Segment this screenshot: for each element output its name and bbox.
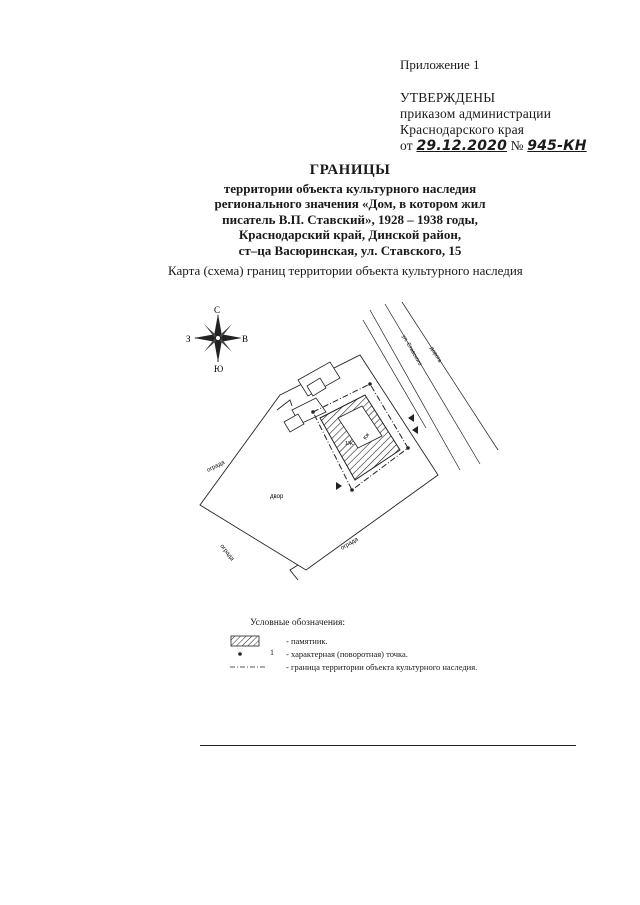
approval-date-line <box>400 138 587 154</box>
compass-north: С <box>214 305 221 315</box>
legend-title: Условные обозначения: <box>250 618 346 628</box>
compass-rose <box>194 314 242 362</box>
fence-label-bottom: ограда <box>339 536 360 552</box>
approval-title: УТВЕРЖДЕНЫ <box>400 90 496 105</box>
compass-south: Ю <box>214 364 224 374</box>
compass-west: З <box>186 334 191 344</box>
title-main: ГРАНИЦЫ <box>309 162 391 178</box>
legend <box>230 618 550 673</box>
approval-number-label: № <box>510 138 524 153</box>
title-line: ст–ца Васюринская, ул. Ставского, 15 <box>238 242 462 258</box>
title-line: регионального значения «Дом, в котором жил <box>214 196 486 211</box>
compass-east: В <box>242 334 249 344</box>
road-label: дорога <box>428 345 443 364</box>
footer-divider <box>200 745 576 746</box>
approval-line2: Краснодарского края <box>400 122 525 137</box>
legend-item-monument <box>230 634 550 647</box>
map-caption: Карта (схема) границ территории объекта культурного наследия <box>168 263 523 278</box>
approval-number: 945-КН <box>527 138 587 154</box>
fence-label-left: ограда <box>218 543 235 563</box>
boundary-map <box>180 300 510 620</box>
street-label: ул. Ставского <box>400 334 423 367</box>
title-line: Краснодарский край, Динской район, <box>238 227 462 242</box>
legend-item-boundary <box>230 660 550 673</box>
document-title <box>200 163 500 258</box>
legend-point-number: 1 <box>270 647 274 657</box>
legend-text-point: - характерная (поворотная) точка. <box>286 648 408 659</box>
approval-from-label: от <box>400 138 413 153</box>
legend-item-point <box>230 647 550 660</box>
legend-text-boundary: - граница территории объекта культурного наследия. <box>286 661 478 672</box>
yard-label: двор <box>270 494 284 500</box>
approval-block <box>400 90 587 154</box>
monument-label: 1Ж <box>345 441 354 447</box>
approval-date: 29.12.2020 <box>416 138 508 154</box>
boundary-line-icon <box>230 661 270 673</box>
approval-line1: приказом администрации <box>400 106 552 121</box>
hatch-symbol-icon <box>230 635 260 647</box>
building-label: Кж <box>362 432 372 441</box>
appendix-label: Приложение 1 <box>400 57 480 72</box>
fence-label: ограда <box>206 459 226 474</box>
title-line: писатель В.П. Ставский», 1928 – 1938 годы, <box>222 211 478 227</box>
legend-text-monument: - памятник. <box>286 635 328 646</box>
title-line: территории объекта культурного наследия <box>223 180 477 196</box>
